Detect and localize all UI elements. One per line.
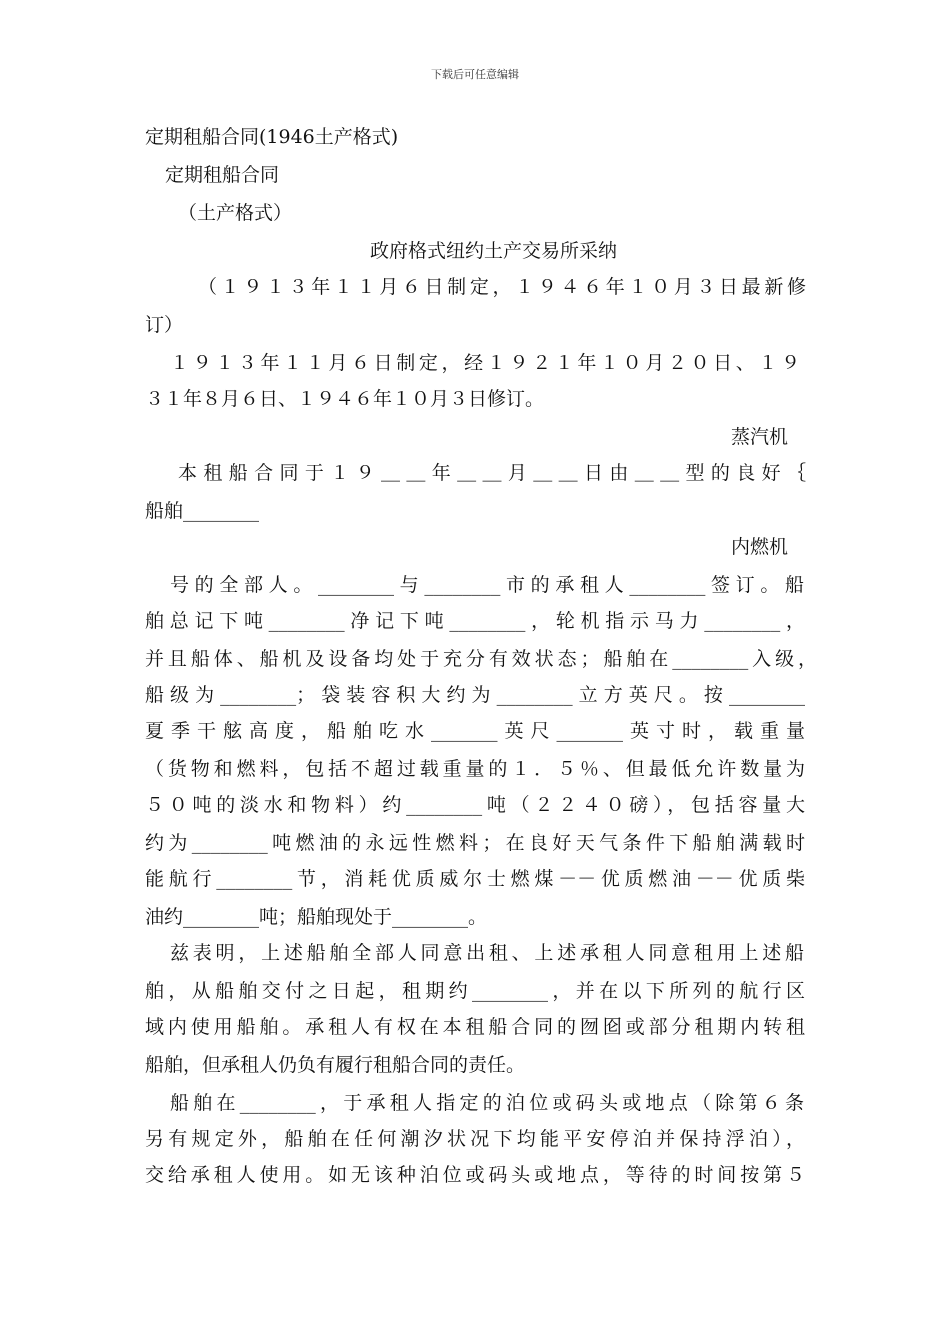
body-line: 舶总记下吨________净记下吨________，轮机指示马力________， [145,610,805,632]
revision-note-line-2: 订） [145,314,184,336]
revision-history-line-2: ３１年８月６日、１９４６年１０月３日修订。 [145,388,545,410]
revision-note-line-1: （１９１３年１１月６日制定，１９４６年１０月３日最新修 [198,276,806,298]
body-line: 域内使用船舶。承租人有权在本租船合同的囫囵或部分租期内转租 [145,1016,805,1038]
body-line: 夏季干舷高度，船舶吃水_______英尺_______英寸时，载重量 [145,720,805,742]
body-line: 船舶在________，于承租人指定的泊位或码头或地点（除第６条 [170,1092,804,1114]
contract-name: 定期租船合同 [165,164,280,186]
body-line: 舶，从船舶交付之日起，租期约________，并在以下所列的航行区 [145,980,805,1002]
body-line: 油约________吨；船舶现处于________。 [145,906,488,928]
body-line: 另有规定外，船舶在任何潮汐状况下均能平安停泊并保持浮泊）， [145,1128,805,1150]
revision-history-line-1: １９１３年１１月６日制定，经１９２１年１０月２０日、１９ [170,352,800,374]
document-title: 定期租船合同(1946土产格式) [145,126,399,148]
body-line: 交给承租人使用。如无该种泊位或码头或地点，等待的时间按第５ [145,1164,805,1186]
contract-format-note: （土产格式） [178,202,293,224]
engine-option-diesel: 内燃机 [730,536,788,558]
body-line: （货物和燃料，包括不超过载重量的１．５％、但最低允许数量为 [145,758,805,780]
charter-intro-line: 本租船合同于１９＿＿年＿＿月＿＿日由＿＿型的良好｛ [178,462,806,484]
vessel-name-line: 船舶________ [145,500,260,522]
body-line: 号的全部人。________与________市的承租人________签订。船 [170,574,804,596]
body-line: 船舶，但承租人仍负有履行租船合同的责任。 [145,1054,526,1076]
engine-option-steam: 蒸汽机 [730,426,788,448]
body-line: 兹表明，上述船舶全部人同意出租、上述承租人同意租用上述船 [170,942,804,964]
body-line: 船级为________；袋装容积大约为________立方英尺。按________ [145,684,805,706]
body-line: 约为________吨燃油的永远性燃料；在良好天气条件下船舶满载时 [145,832,805,854]
adoption-note: 政府格式纽约土产交易所采纳 [370,240,618,262]
body-line: 并且船体、船机及设备均处于充分有效状态；船舶在________入级， [145,648,817,670]
body-line: ５０吨的淡水和物料）约________吨（２２４０磅），包括容量大 [145,794,805,816]
body-line: 能航行________节，消耗优质威尔士燃煤－－优质燃油－－优质柴 [145,868,805,890]
page-header-note: 下载后可任意编辑 [431,68,519,81]
